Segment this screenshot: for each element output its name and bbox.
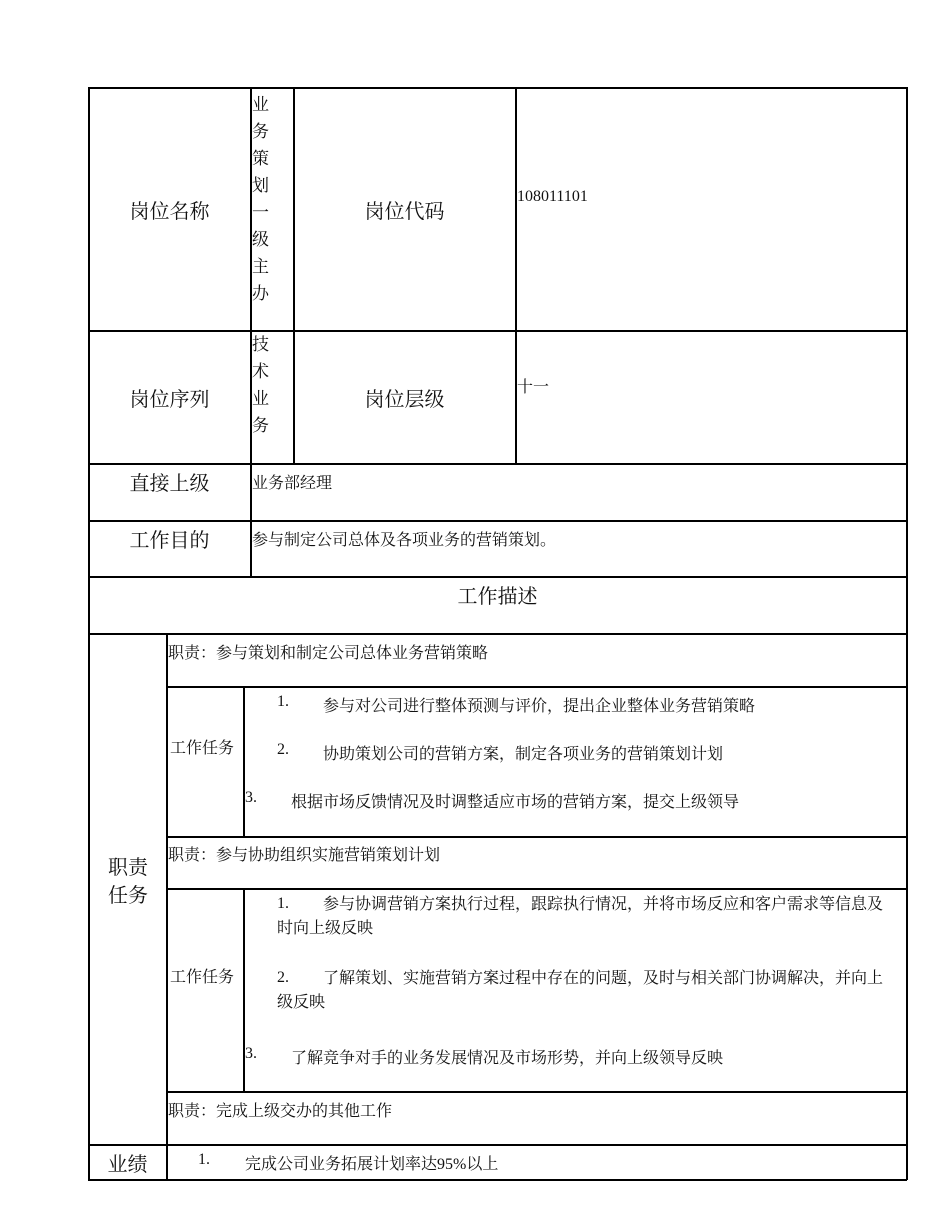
grid-line (166, 1091, 907, 1093)
grid-line (166, 888, 907, 890)
work-description-title: 工作描述 (457, 583, 538, 608)
duty-1-task-2-num: 2. (277, 741, 289, 758)
post-name-value: 业务策划一级主办 (252, 95, 269, 304)
performance-item-1-num: 1. (198, 1151, 210, 1168)
post-level-label: 岗位层级 (364, 386, 445, 411)
duty-2-task-3-num: 3. (245, 1045, 257, 1062)
post-sequence-value: 技术业务 (252, 335, 269, 436)
duty-2-title: 职责：参与协助组织实施营销策划计划 (168, 847, 441, 864)
duty-1-task-3-text: 根据市场反馈情况及时调整适应市场的营销方案，提交上级领导 (291, 794, 740, 811)
grid-line (88, 1144, 907, 1146)
grid-line (166, 686, 907, 688)
duty-2-task-2-text: 了解策划、实施营销方案过程中存在的问题，及时与相关部门协调解决，并向上级反映 (277, 970, 884, 1011)
performance-label: 业绩 (107, 1151, 148, 1176)
grid-line (166, 836, 907, 838)
superior-value: 业务部经理 (252, 475, 333, 492)
post-name-label: 岗位名称 (129, 198, 210, 223)
purpose-label: 工作目的 (129, 527, 210, 552)
grid-line (88, 1179, 907, 1181)
duty-1-task-1-num: 1. (277, 693, 289, 710)
post-code-value: 108011101 (517, 188, 588, 205)
post-sequence-label: 岗位序列 (129, 386, 210, 411)
grid-line (515, 87, 517, 464)
duties-label: 职责任务 (108, 855, 148, 907)
post-code-label: 岗位代码 (364, 198, 445, 223)
superior-label: 直接上级 (129, 470, 210, 495)
grid-line (88, 633, 907, 635)
duty-1-title: 职责：参与策划和制定公司总体业务营销策略 (168, 645, 489, 662)
duty-1-task-3-num: 3. (245, 789, 257, 806)
duty-1-task-2-text: 协助策划公司的营销方案，制定各项业务的营销策划计划 (323, 746, 724, 763)
duty-2-task-label: 工作任务 (170, 969, 235, 986)
post-level-value: 十一 (517, 379, 550, 396)
duty-2-task-2-num: 2. (277, 969, 289, 986)
duty-1-task-label: 工作任务 (170, 740, 235, 757)
duty-3-title: 职责：完成上级交办的其他工作 (168, 1103, 393, 1120)
duty-2-task-1-num: 1. (277, 895, 289, 912)
duty-1-task-1-text: 参与对公司进行整体预测与评价，提出企业整体业务营销策略 (323, 698, 756, 715)
duty-2-task-1-text: 参与协调营销方案执行过程，跟踪执行情况，并将市场反应和客户需求等信息及时向上级反映 (277, 896, 884, 937)
purpose-value: 参与制定公司总体及各项业务的营销策划。 (252, 532, 557, 549)
performance-item-1-text: 完成公司业务拓展计划率达95%以上 (245, 1156, 499, 1173)
duty-2-task-3-text: 了解竞争对手的业务发展情况及市场形势，并向上级领导反映 (291, 1050, 724, 1067)
grid-line (243, 686, 245, 837)
grid-line (906, 87, 908, 1180)
